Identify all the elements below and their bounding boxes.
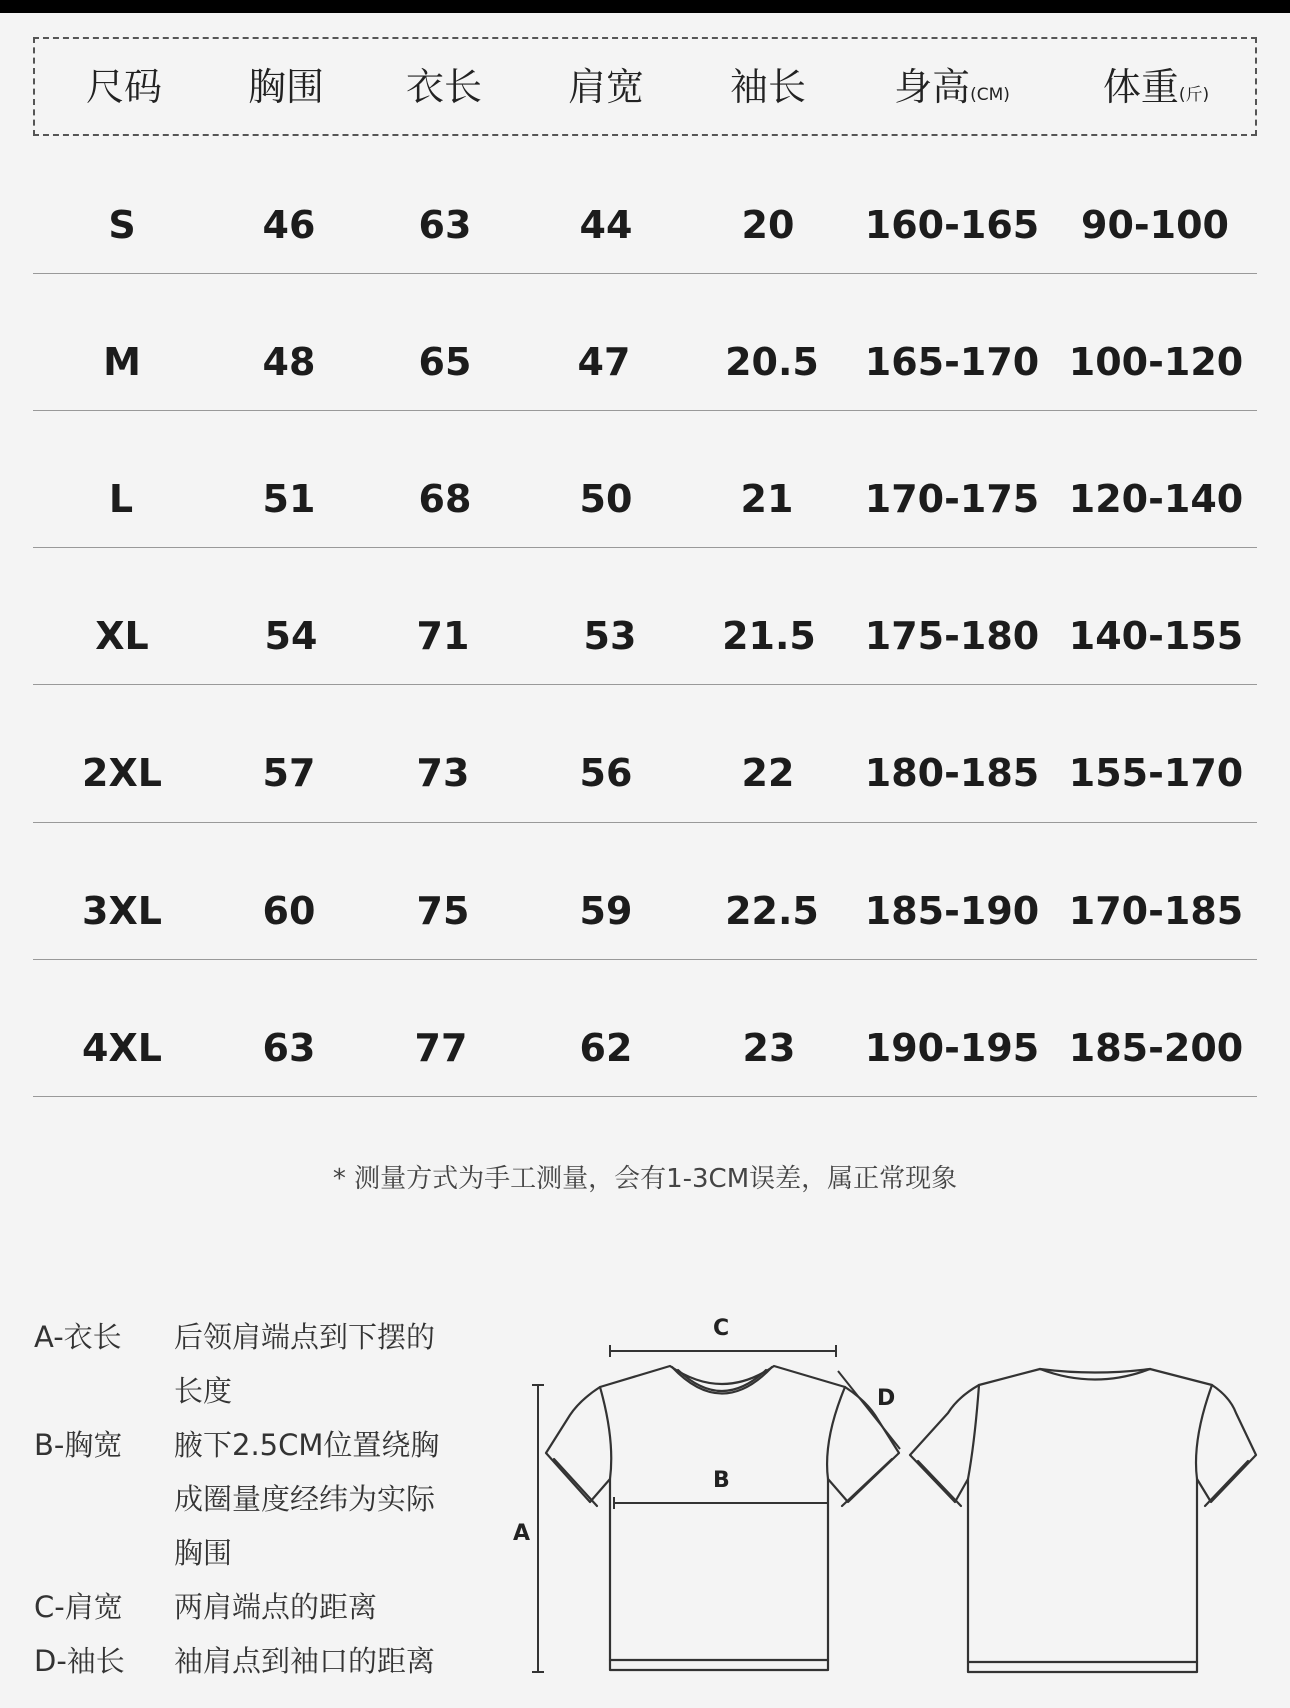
cell-height: 175-180 bbox=[864, 614, 1040, 658]
cell-length: 73 bbox=[416, 751, 470, 795]
cell-length: 71 bbox=[416, 614, 470, 658]
cell-chest: 63 bbox=[262, 1026, 316, 1070]
cell-size: 2XL bbox=[82, 751, 162, 795]
cell-weight: 100-120 bbox=[1068, 340, 1244, 384]
cell-sleeve: 23 bbox=[742, 1026, 796, 1070]
cell-shoulder: 56 bbox=[579, 751, 633, 795]
cell-shoulder: 62 bbox=[579, 1026, 633, 1070]
cell-size: 4XL bbox=[82, 1026, 162, 1070]
header-weight: 体重(斤) bbox=[1102, 65, 1210, 109]
cell-length: 77 bbox=[414, 1026, 468, 1070]
cell-height: 180-185 bbox=[864, 751, 1040, 795]
label-a: A bbox=[513, 1521, 531, 1546]
cell-sleeve: 21.5 bbox=[722, 614, 816, 658]
cell-weight: 90-100 bbox=[1081, 203, 1229, 247]
legend-key: C-肩宽 bbox=[34, 1590, 123, 1624]
cell-weight: 155-170 bbox=[1068, 751, 1244, 795]
cell-height: 185-190 bbox=[864, 889, 1040, 933]
cell-length: 63 bbox=[418, 203, 472, 247]
cell-chest: 54 bbox=[264, 614, 318, 658]
cell-weight: 120-140 bbox=[1068, 477, 1244, 521]
cell-shoulder: 53 bbox=[583, 614, 637, 658]
legend-desc: 袖肩点到袖口的距离 bbox=[174, 1644, 436, 1678]
cell-size: L bbox=[108, 477, 134, 521]
legend-desc: 腋下2.5CM位置绕胸 成圈量度经纬为实际 胸围 bbox=[174, 1428, 440, 1570]
cell-sleeve: 22 bbox=[741, 751, 795, 795]
cell-chest: 51 bbox=[262, 477, 316, 521]
header-chest: 胸围 bbox=[247, 65, 324, 109]
cell-length: 65 bbox=[418, 340, 472, 384]
cell-size: 3XL bbox=[82, 889, 162, 933]
header-length: 衣长 bbox=[405, 65, 482, 109]
header-height: 身高(CM) bbox=[894, 65, 1010, 109]
legend-key: A-衣长 bbox=[34, 1320, 122, 1354]
cell-shoulder: 44 bbox=[579, 203, 633, 247]
cell-shoulder: 50 bbox=[579, 477, 633, 521]
header-shoulder: 肩宽 bbox=[567, 65, 644, 109]
cell-weight: 140-155 bbox=[1068, 614, 1244, 658]
cell-sleeve: 20 bbox=[741, 203, 795, 247]
cell-chest: 46 bbox=[262, 203, 316, 247]
label-c: C bbox=[713, 1316, 730, 1341]
header-sleeve: 袖长 bbox=[729, 65, 806, 109]
cell-weight: 170-185 bbox=[1068, 889, 1244, 933]
cell-size: XL bbox=[95, 614, 149, 658]
cell-shoulder: 59 bbox=[579, 889, 633, 933]
cell-size: S bbox=[108, 203, 136, 247]
cell-height: 170-175 bbox=[864, 477, 1040, 521]
cell-length: 68 bbox=[418, 477, 472, 521]
cell-sleeve: 21 bbox=[740, 477, 794, 521]
label-d: D bbox=[877, 1386, 896, 1411]
tshirt-front-icon bbox=[546, 1366, 899, 1670]
cell-chest: 57 bbox=[262, 751, 316, 795]
cell-weight: 185-200 bbox=[1068, 1026, 1244, 1070]
cell-shoulder: 47 bbox=[577, 340, 631, 384]
cell-chest: 48 bbox=[262, 340, 316, 384]
cell-height: 190-195 bbox=[864, 1026, 1040, 1070]
header-size: 尺码 bbox=[85, 65, 162, 109]
label-b: B bbox=[713, 1468, 730, 1493]
cell-size: M bbox=[103, 340, 141, 384]
cell-height: 160-165 bbox=[864, 203, 1040, 247]
cell-chest: 60 bbox=[262, 889, 316, 933]
tshirt-back-icon bbox=[910, 1369, 1256, 1672]
legend-key: D-袖长 bbox=[34, 1644, 125, 1678]
measurement-note: * 测量方式为手工测量，会有1-3CM误差，属正常现象 bbox=[332, 1164, 958, 1194]
cell-length: 75 bbox=[416, 889, 470, 933]
legend-desc: 两肩端点的距离 bbox=[174, 1590, 378, 1624]
cell-height: 165-170 bbox=[864, 340, 1040, 384]
legend-key: B-胸宽 bbox=[34, 1428, 123, 1462]
cell-sleeve: 20.5 bbox=[725, 340, 819, 384]
legend-desc: 后领肩端点到下摆的 长度 bbox=[174, 1320, 436, 1408]
cell-sleeve: 22.5 bbox=[725, 889, 819, 933]
